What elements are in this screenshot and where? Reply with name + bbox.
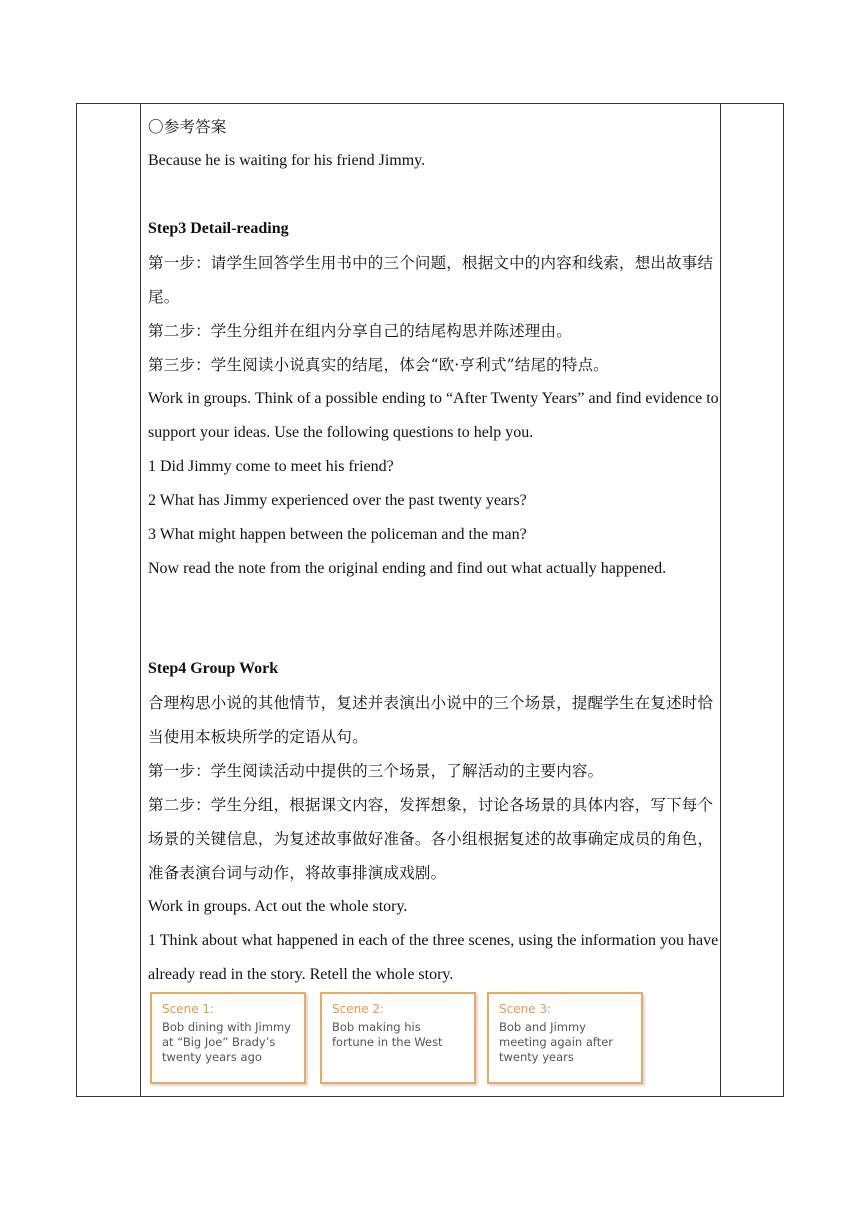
lesson-content-cell (148, 110, 720, 992)
step3-question: 1 Did Jimmy come to meet his friend? (148, 458, 394, 475)
scene-card (320, 992, 476, 1084)
scene-cards (150, 992, 650, 1088)
table-column-divider (720, 104, 721, 1096)
scene-text: Bob making his fortune in the West (332, 1020, 443, 1049)
step3-cn-step2: 第二步：学生分组并在组内分享自己的结尾构思并陈述理由。 (148, 322, 572, 340)
step3-en-instruction: Work in groups. Think of a possible ending to “After Twenty Years” and find evidence to support your ideas. Use the following questions to help you. (148, 390, 719, 441)
step3-final: Now read the note from the original ending and find out what actually happened. (148, 560, 667, 577)
step4-cn-step1: 第一步：学生阅读活动中提供的三个场景，了解活动的主要内容。 (148, 762, 604, 780)
scene-title: Scene 1: (162, 1002, 215, 1016)
scene-card (487, 992, 643, 1084)
step3-question: 2 What has Jimmy experienced over the past twenty years? (148, 492, 527, 509)
answer-heading: 〇参考答案 (148, 118, 227, 136)
step3-question: 3 What might happen between the policeman and the man? (148, 526, 527, 543)
scene-text: Bob dining with Jimmy at “Big Joe” Brady’s twenty years ago (162, 1020, 291, 1064)
step4-en-task1: 1 Think about what happened in each of the three scenes, using the information you have already read in the story. Retell the whole story. (148, 932, 719, 983)
scene-title: Scene 2: (332, 1002, 385, 1016)
scene-title: Scene 3: (499, 1002, 552, 1016)
step4-title: Step4 Group Work (148, 660, 279, 677)
step4-cn-intro: 合理构思小说的其他情节，复述并表演出小说中的三个场景，提醒学生在复述时恰当使用本板块所学的定语从句。 (148, 694, 714, 746)
step3-title: Step3 Detail-reading (148, 220, 289, 237)
step4-en-instruction: Work in groups. Act out the whole story. (148, 898, 408, 915)
step3-cn-step3: 第三步：学生阅读小说真实的结尾，体会“欧·亨利式”结尾的特点。 (148, 356, 609, 374)
table-column-divider (140, 104, 141, 1096)
step4-cn-step2: 第二步：学生分组，根据课文内容，发挥想象，讨论各场景的具体内容，写下每个场景的关键信息，为复述故事做好准备。各小组根据复述的故事确定成员的角色，准备表演台词与动作，将故事排演成戏剧。 (148, 796, 714, 882)
scene-text: Bob and Jimmy meeting again after twenty years (499, 1020, 614, 1064)
step3-cn-step1: 第一步：请学生回答学生用书中的三个问题，根据文中的内容和线索，想出故事结尾。 (148, 254, 714, 306)
answer-text: Because he is waiting for his friend Jimmy. (148, 152, 426, 169)
scene-card (150, 992, 306, 1084)
